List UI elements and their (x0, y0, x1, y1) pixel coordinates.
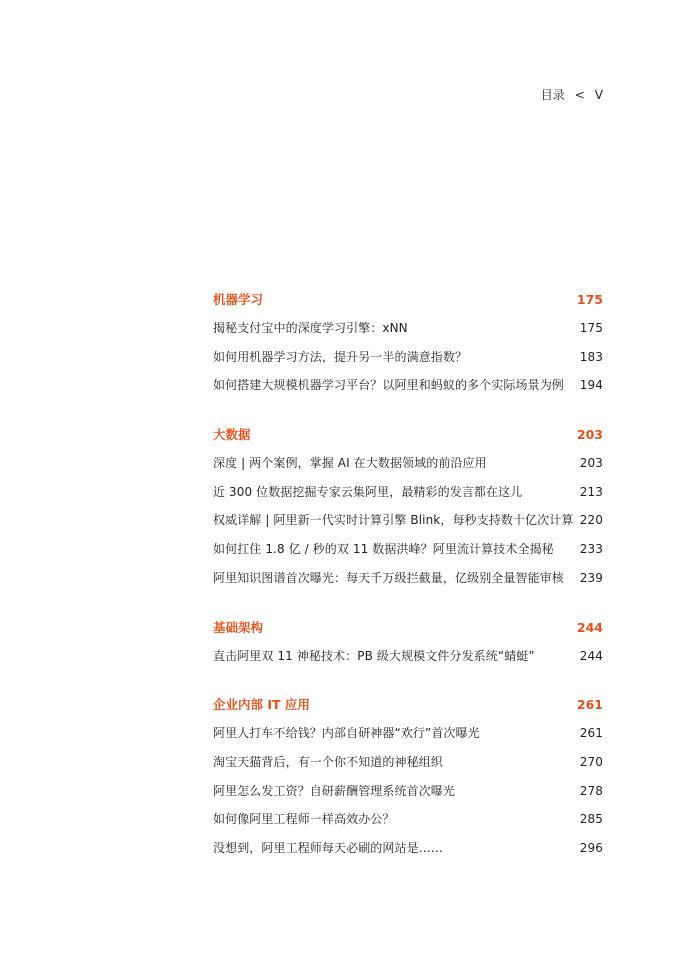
entry-title: 如何扛住 1.8 亿 / 秒的双 11 数据洪峰？阿里流计算技术全揭秘 (213, 542, 554, 557)
entry-page-number: 183 (579, 349, 603, 364)
entry-page-number: 175 (579, 321, 603, 335)
toc-entry[interactable] (213, 376, 603, 405)
section-page-number: 203 (576, 427, 603, 443)
entry-title: 淘宝天猫背后，有一个你不知道的神秘组织 (213, 754, 443, 769)
section-heading[interactable] (213, 425, 603, 447)
section-title: 大数据 (213, 427, 251, 443)
entry-page-number: 213 (579, 484, 603, 499)
entry-page-number: 261 (579, 726, 603, 741)
section-heading[interactable] (213, 695, 603, 717)
entry-page-number: 203 (579, 456, 603, 471)
entry-title: 近 300 位数据挖掘专家云集阿里，最精彩的发言都在这儿 (213, 484, 523, 499)
entry-page-number: 278 (579, 783, 603, 798)
toc-entry[interactable] (213, 724, 603, 753)
section-heading[interactable] (213, 290, 603, 312)
entry-title: 没想到，阿里工程师每天必刷的网站是…… (213, 840, 443, 855)
toc-entry[interactable] (213, 483, 603, 512)
toc-entry[interactable] (213, 454, 603, 483)
toc-entry[interactable] (213, 540, 603, 569)
section-title: 企业内部 IT 应用 (213, 697, 310, 713)
header-separator: < (574, 87, 585, 102)
section-title: 基础架构 (213, 619, 264, 635)
toc-entry[interactable] (213, 569, 603, 598)
toc-entry[interactable] (213, 319, 603, 348)
entry-page-number: 239 (579, 570, 603, 585)
entry-page-number: 220 (579, 513, 603, 528)
section-page-number: 261 (576, 697, 603, 713)
entry-page-number: 233 (579, 542, 603, 557)
entry-title: 权威详解 | 阿里新一代实时计算引擎 Blink，每秒支持数十亿次计算 (213, 513, 573, 528)
entry-page-number: 244 (579, 648, 603, 663)
running-header (541, 86, 603, 103)
entry-title: 阿里人打车不给钱？内部自研神器“欢行”首次曝光 (213, 726, 480, 741)
entry-page-number: 194 (579, 378, 603, 393)
section-page-number: 175 (576, 292, 603, 307)
toc-entry[interactable] (213, 753, 603, 782)
header-label: 目录 (540, 88, 565, 102)
toc-entry[interactable] (213, 810, 603, 839)
section-title: 机器学习 (213, 292, 264, 307)
entry-page-number: 270 (579, 754, 603, 769)
toc-entry[interactable] (213, 647, 603, 676)
entry-title: 阿里怎么发工资？自研薪酬管理系统首次曝光 (213, 783, 456, 798)
toc-entry[interactable] (213, 782, 603, 811)
toc-section (213, 618, 603, 676)
header-page-number: V (594, 87, 603, 102)
entry-title: 如何搭建大规模机器学习平台？以阿里和蚂蚁的多个实际场景为例 (213, 378, 564, 393)
entry-title: 如何像阿里工程师一样高效办公？ (213, 812, 395, 827)
toc-section (213, 290, 603, 405)
entry-title: 直击阿里双 11 神秘技术：PB 级大规模文件分发系统“蜻蜓” (213, 648, 535, 663)
toc-entry[interactable] (213, 348, 603, 377)
toc-section (213, 425, 603, 597)
entry-title: 如何用机器学习方法，提升另一半的满意指数？ (213, 349, 468, 364)
section-page-number: 244 (576, 619, 603, 635)
table-of-contents (213, 290, 603, 888)
entry-page-number: 296 (579, 840, 603, 855)
toc-section (213, 695, 603, 867)
entry-page-number: 285 (579, 812, 603, 827)
entry-title: 揭秘支付宝中的深度学习引擎：xNN (213, 321, 408, 335)
toc-entry[interactable] (213, 839, 603, 868)
entry-title: 深度 | 两个案例，掌握 AI 在大数据领域的前沿应用 (213, 456, 487, 471)
toc-entry[interactable] (213, 511, 603, 540)
entry-title: 阿里知识图谱首次曝光：每天千万级拦截量，亿级别全量智能审核 (213, 570, 564, 585)
section-heading[interactable] (213, 618, 603, 640)
